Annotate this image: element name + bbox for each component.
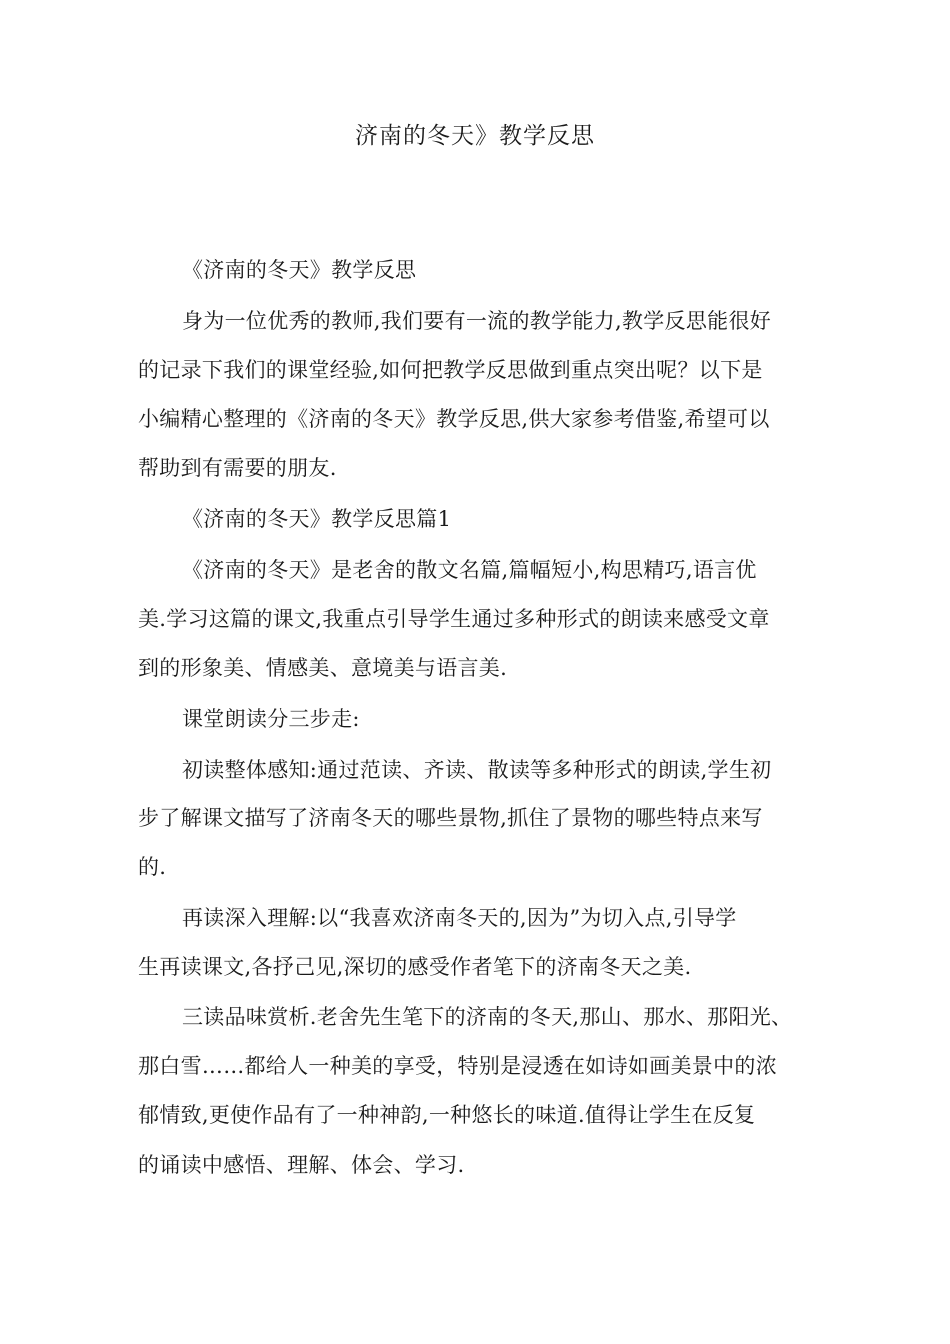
paragraph-line: 三读品味赏析.老舍先生笔下的济南的冬天,那山、那水、那阳光、 <box>182 1005 793 1029</box>
paragraph-line: 到的形象美、情感美、意境美与语言美. <box>138 656 508 680</box>
section-heading: 《济南的冬天》教学反思篇1 <box>182 507 452 531</box>
paragraph-line: 的. <box>138 855 167 879</box>
document-title: 济南的冬天》教学反思 <box>355 123 595 149</box>
paragraph-line: 生再读课文,各抒己见,深切的感受作者笔下的济南冬天之美. <box>138 955 692 979</box>
paragraph-line: 再读深入理解:以“我喜欢济南冬天的,因为”为切入点,引导学 <box>182 906 737 930</box>
paragraph-line: 美.学习这篇的课文,我重点引导学生通过多种形式的朗读来感受文章 <box>138 607 770 631</box>
paragraph-line: 身为一位优秀的教师,我们要有一流的教学能力,教学反思能很好 <box>182 309 772 333</box>
paragraph-line: 的诵读中感悟、理解、体会、学习. <box>138 1153 465 1177</box>
paragraph-line: 郁情致,更使作品有了一种神韵,一种悠长的味道.值得让学生在反复 <box>138 1103 756 1127</box>
paragraph-line: 课堂朗读分三步走: <box>182 707 360 731</box>
paragraph-line: 的记录下我们的课堂经验,如何把教学反思做到重点突出呢？以下是 <box>138 358 763 382</box>
section-heading: 《济南的冬天》教学反思 <box>182 258 417 282</box>
paragraph-line: 步了解课文描写了济南冬天的哪些景物,抓住了景物的哪些特点来写 <box>138 806 763 830</box>
paragraph-line: 帮助到有需要的朋友. <box>138 456 337 480</box>
paragraph-line: 那白雪……都给人一种美的享受，特别是浸透在如诗如画美景中的浓 <box>138 1054 777 1078</box>
paragraph-line: 《济南的冬天》是老舍的散文名篇,篇幅短小,构思精巧,语言优 <box>182 558 757 582</box>
paragraph-line: 初读整体感知:通过范读、齐读、散读等多种形式的朗读,学生初 <box>182 758 772 782</box>
paragraph-line: 小编精心整理的《济南的冬天》教学反思,供大家参考借鉴,希望可以 <box>138 407 770 431</box>
